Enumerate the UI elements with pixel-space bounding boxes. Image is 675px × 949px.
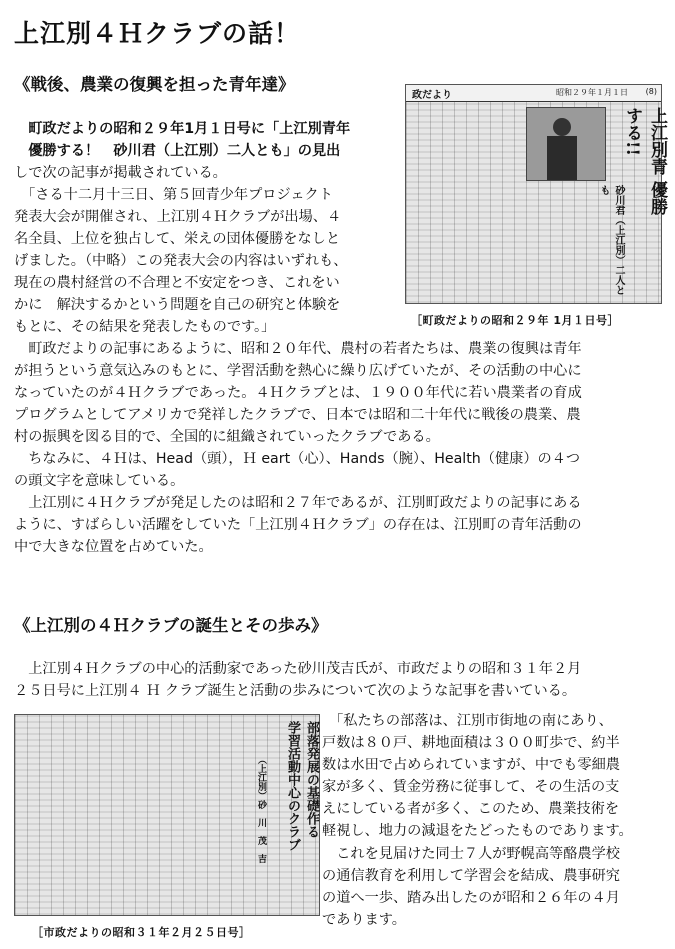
body-line: なっていたのが４Ｈクラブであった。４Ｈクラブとは、１９００年代に若い農業者の育成 [14, 385, 582, 401]
clipping-header-date: 昭和２９年１月１日 [556, 88, 628, 97]
body-line: 上江別に４Ｈクラブが発足したのは昭和２７年であるが、江別町政だよりの記事にある [14, 495, 582, 511]
newspaper-clipping-1956 [14, 714, 320, 916]
body-line: ように、すばらしい活躍をしていた「上江別４Ｈクラブ」の存在は、江別町の青年活動の [14, 517, 582, 533]
body-line: 現在の農村経営の不合理と不安定をつき、これをい [14, 275, 340, 291]
clipping-subhead: 砂川君（上江別）二人とも [598, 185, 624, 295]
body-line: 優勝する！ 砂川君（上江別）二人とも」の見出 [14, 143, 341, 159]
body-line: 軽視し、地力の減退をたどったものであります。 [322, 823, 633, 839]
body-line: 家が多く、賃金労務に従事して、その生活の支 [322, 779, 620, 795]
body-line: かに 解決するかという問題を自己の研究と体験を [14, 297, 341, 313]
body-line: えにしている者が多く、このため、農業技術を [322, 801, 620, 817]
body-line: であります。 [322, 912, 406, 928]
page-title: 上江別４Ｈクラブの話！ [14, 19, 301, 48]
clipping-headline: 部落発展の基礎作る 学習活動中心のクラブ [285, 721, 319, 851]
body-line: 「私たちの部落は、江別市街地の南にあり、 [322, 713, 613, 729]
body-line: 「さる十二月十三日、第５回青少年プロジェクト [14, 187, 333, 203]
clipping-byline: （上江別）砂 川 茂 吉 [256, 755, 266, 863]
body-line: 発表大会が開催され、上江別４Ｈクラブが出場、４ [14, 209, 342, 225]
section-heading-postwar: 《戦後、農業の復興を担った青年達》 [14, 75, 295, 94]
body-line: プログラムとしてアメリカで発祥したクラブで、日本では昭和二十年代に戦後の農業、農 [14, 407, 581, 423]
body-line: ちなみに、４Ｈは、Head（頭），Ｈ eart（心）、Hands（腕）、Health（健康）の４つ [14, 451, 581, 467]
body-line: 上江別４Ｈクラブの中心的活動家であった砂川茂吉氏が、市政だよりの昭和３１年２月 [14, 661, 582, 677]
clipping-page-number: (8) [645, 87, 657, 96]
body-line: 戸数は８０戸、耕地面積は３００町歩で、約半 [322, 735, 620, 751]
body-line: の通信教育を利用して学習会を結成、農事研究 [322, 868, 620, 884]
body-line: 中で大きな位置を占めていた。 [14, 539, 213, 555]
body-line: 町政だよりの昭和２９年1月１日号に「上江別青年 [14, 121, 351, 137]
body-line: 数は水田で占められていますが、中でも零細農 [322, 757, 620, 773]
clipping-header-left: 政だより [412, 90, 452, 101]
body-line: 町政だよりの記事にあるように、昭和２０年代、農村の若者たちは、農業の復興は青年 [14, 341, 582, 357]
body-line: 村の振興を図る目的で、全国的に組織されていったクラブである。 [14, 429, 440, 445]
body-line: の道へ一歩、踏み出したのが昭和２６年の４月 [322, 890, 620, 906]
clipping-caption: ［市政だよりの昭和３１年２月２５日号］ [32, 926, 251, 939]
clipping-caption: ［町政だよりの昭和２９年 1月１日号］ [411, 314, 619, 327]
body-line: しで次の記事が掲載されている。 [14, 165, 227, 181]
clipping-photo [526, 107, 606, 181]
body-line: もとに、その結果を発表したものです。」 [14, 319, 276, 335]
body-line: ２５日号に上江別４ Ｈ クラブ誕生と活動の歩みについて次のような記事を書いている。 [14, 683, 577, 699]
section-heading-origin: 《上江別の４Ｈクラブの誕生とその歩み》 [14, 616, 328, 635]
body-line: げました。（中略）この発表大会の内容はいずれも、 [14, 253, 348, 269]
newspaper-clipping-1953 [405, 84, 667, 304]
body-line: が担うという意気込みのもとに、学習活動を熱心に繰り広げていたが、その活動の中心に [14, 363, 582, 379]
body-line: これを見届けた同士７人が野幌高等酪農学校 [322, 846, 620, 862]
body-line: 名全員、上位を独占して、栄えの団体優勝をなしと [14, 231, 341, 247]
body-line: の頭文字を意味している。 [14, 473, 185, 489]
clipping-headline: 上江別青 優勝する!! [622, 107, 667, 215]
